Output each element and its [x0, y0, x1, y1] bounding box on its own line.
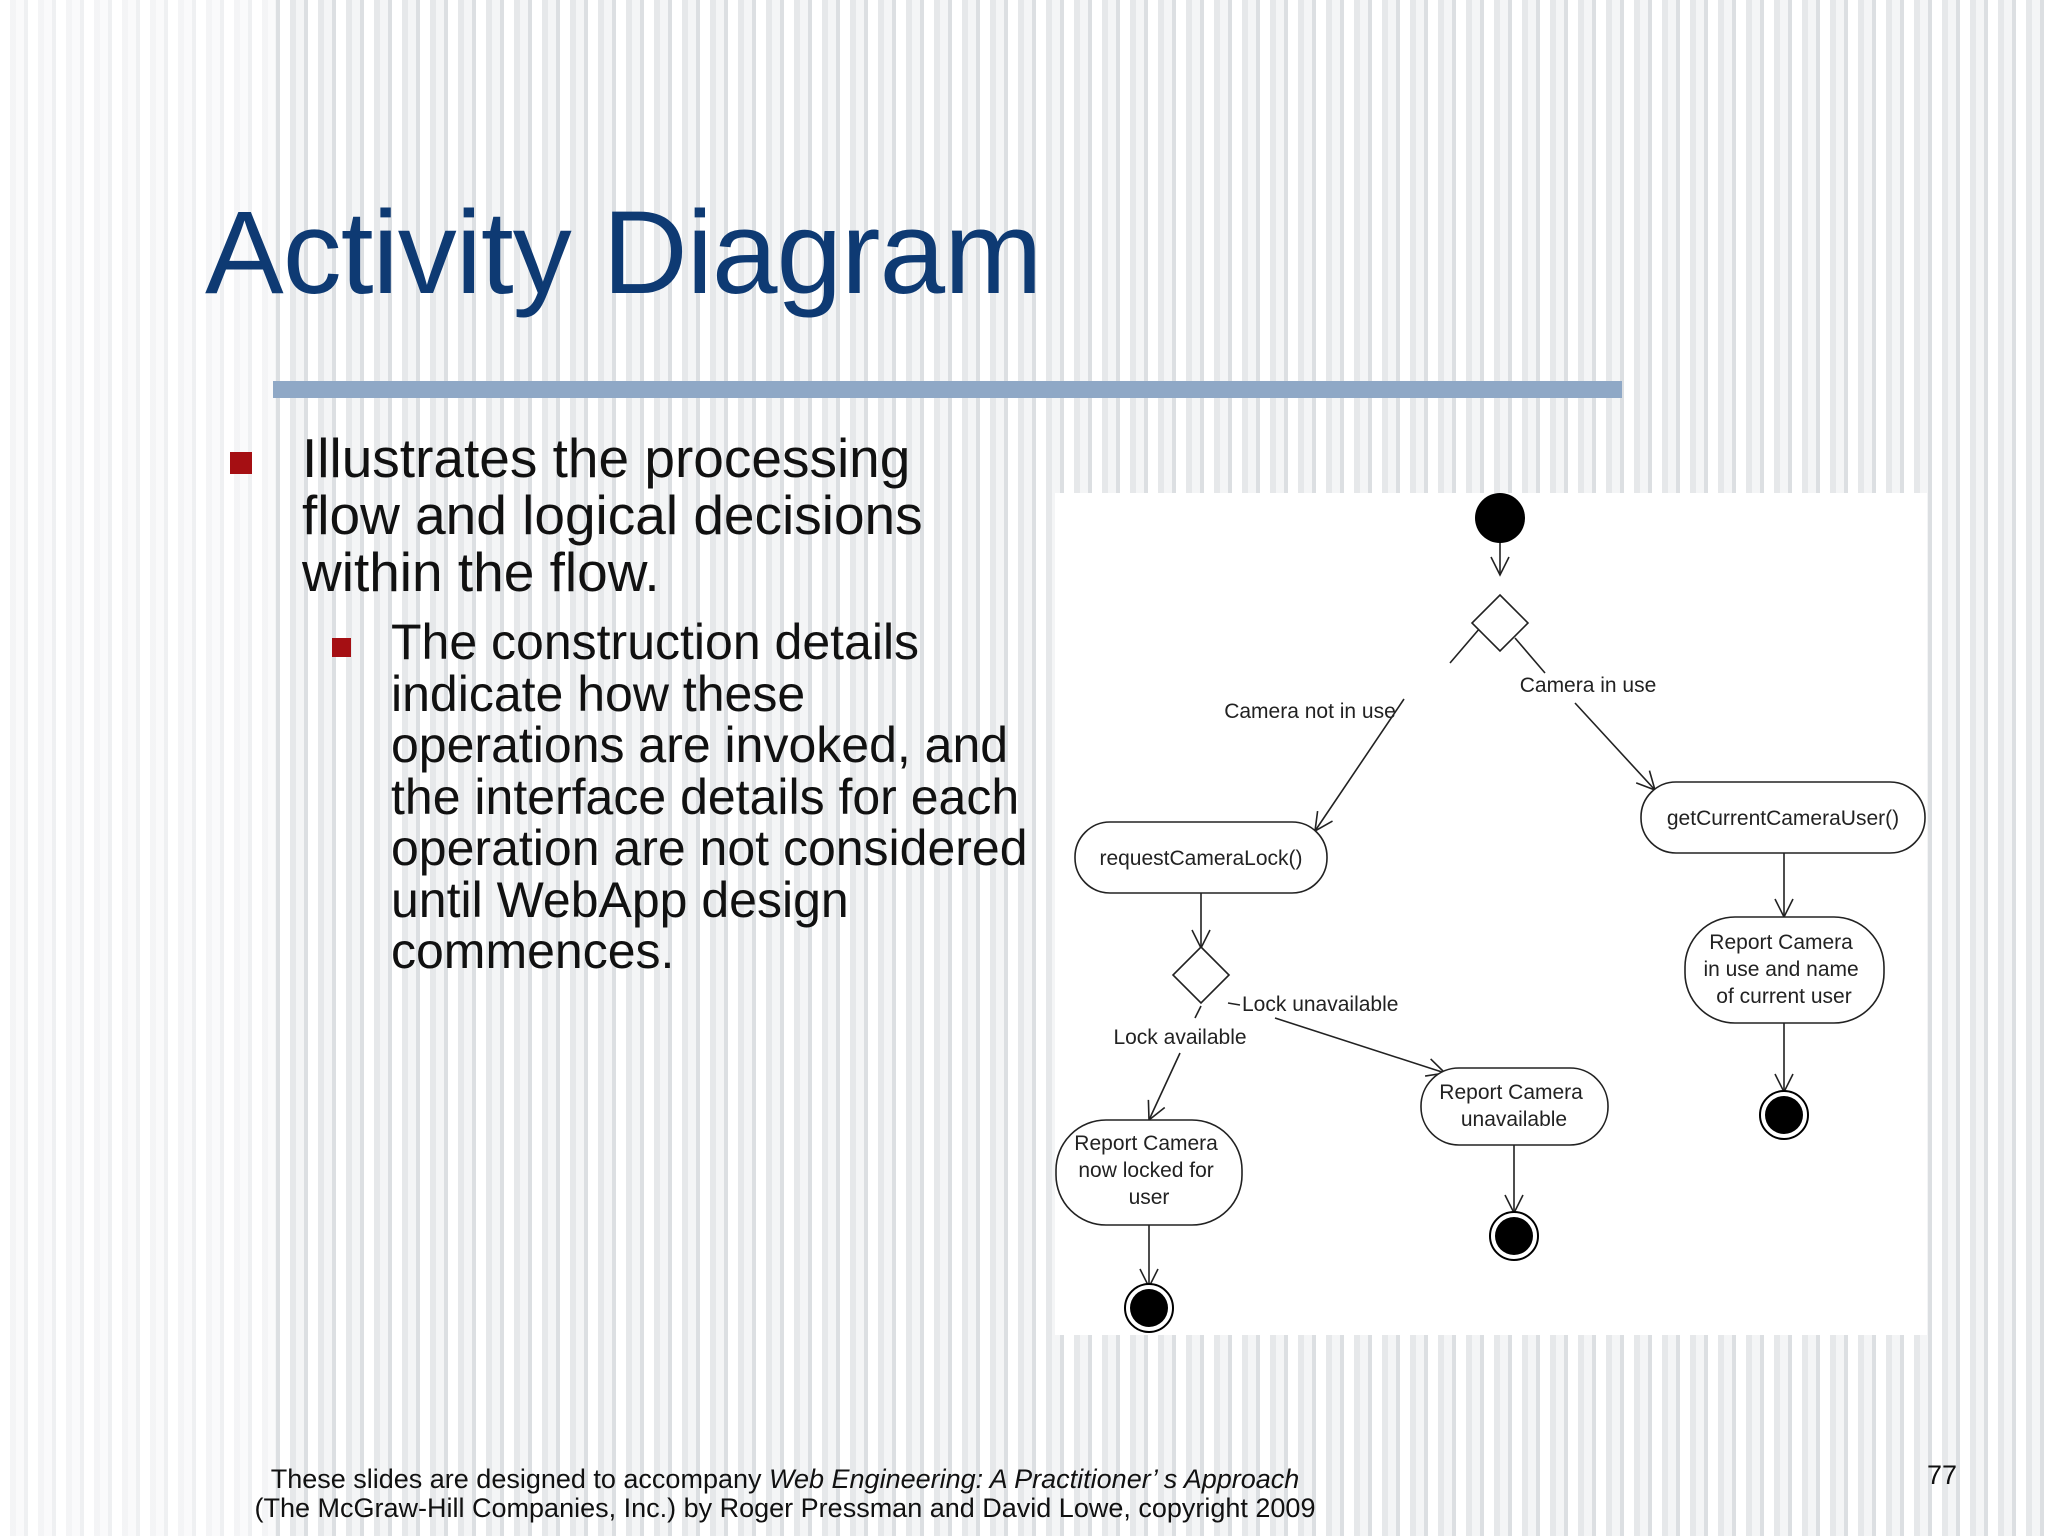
title-divider: [273, 381, 1622, 398]
guard-lock-unavailable: Lock unavailable: [1242, 993, 1399, 1016]
guard-lock-available: Lock available: [1113, 1026, 1247, 1049]
decision-lock-state: [1173, 947, 1229, 1003]
action-report-camera-unavailable-label: Report Camera unavailable: [1439, 1081, 1583, 1131]
activity-diagram: [1055, 493, 1927, 1335]
guard-camera-in-use: Camera in use: [1519, 674, 1657, 697]
footer-publisher-line: (The McGraw-Hill Companies, Inc.) by Roger Pressman and David Lowe, copyright 2009: [254, 1493, 1316, 1523]
slide-title: Activity Diagram: [205, 187, 1042, 319]
edge-decision-to-getuser-2: [1575, 703, 1655, 790]
bullet-text-main: Illustrates the processing flow and logical decisions within the flow.: [302, 427, 923, 603]
footer-prefix: These slides are designed to accompany: [270, 1464, 769, 1494]
action-report-camera-locked-label: Report Camera now locked for user: [1074, 1132, 1218, 1209]
edge-decision-to-request: [1450, 628, 1480, 663]
initial-node: [1475, 493, 1525, 543]
bullet-marker-sub: [332, 638, 351, 657]
edge-decision2-to-lock-unavailable: [1228, 1003, 1240, 1005]
edge-lock-available-to-report: [1149, 1053, 1180, 1120]
action-report-camera-in-use-label: Report Camera in use and name of current user: [1703, 931, 1859, 1008]
edge-decision-to-getuser: [1515, 638, 1545, 673]
bullet-marker-main: [230, 452, 252, 474]
footer-citation: [220, 1465, 1350, 1523]
action-request-camera-lock-label: requestCameraLock(): [1099, 847, 1303, 870]
edge-lock-unavailable-to-report: [1275, 1018, 1445, 1073]
page-number: 77: [1927, 1460, 1958, 1490]
final-node-locked: [1125, 1284, 1173, 1332]
guard-camera-not-in-use: Camera not in use: [1224, 700, 1396, 723]
edge-decision2-to-lock-available: [1195, 1006, 1201, 1018]
action-report-camera-unavailable: [1421, 1068, 1608, 1145]
action-get-current-camera-user-label: getCurrentCameraUser(): [1666, 807, 1900, 830]
final-node-in-use: [1760, 1091, 1808, 1139]
bullet-text-sub: The construction details indicate how these operations are invoked, and the interface details for each operation are not considered until WebApp design commences.: [391, 614, 1028, 979]
footer-book-title: Web Engineering: A Practitioner’ s Approach: [769, 1464, 1300, 1494]
final-node-unavailable: [1490, 1212, 1538, 1260]
